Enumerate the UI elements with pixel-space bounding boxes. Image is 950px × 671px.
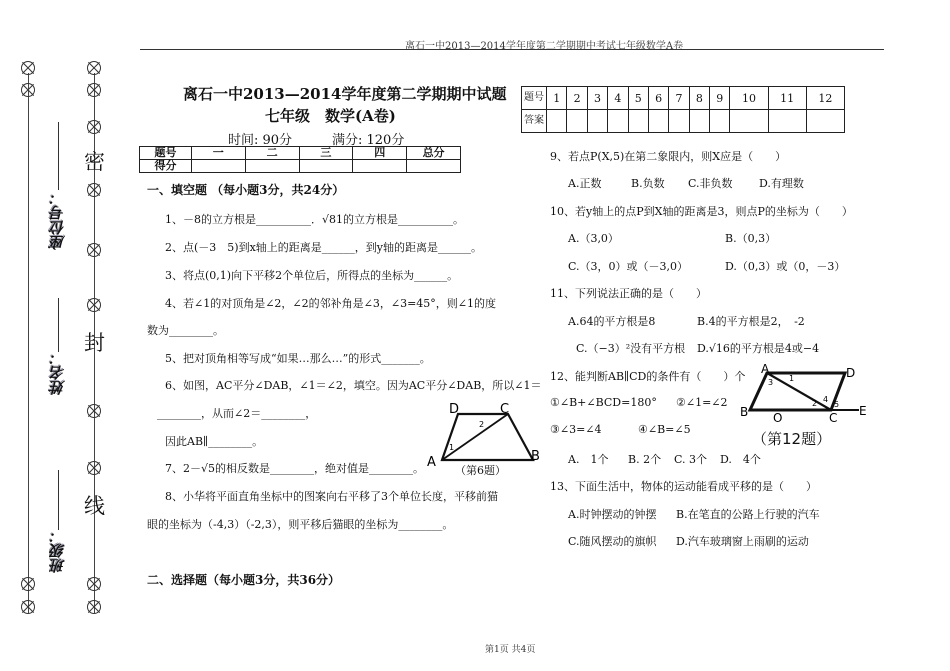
answer-cell[interactable] bbox=[689, 110, 709, 133]
score-table-cell: 一 bbox=[191, 147, 245, 160]
score-entry-cell[interactable] bbox=[353, 160, 407, 173]
question-1: 1、－8的立方根是__________．√81的立方根是__________。 bbox=[165, 213, 465, 226]
score-table-cell: 总分 bbox=[407, 147, 461, 160]
question-4-cont: 数为________。 bbox=[147, 324, 224, 337]
score-table-cell: 二 bbox=[245, 147, 299, 160]
fig12-label-d: D bbox=[846, 366, 856, 380]
answer-table-number: 6 bbox=[648, 87, 668, 110]
q10-option-a: A.（3,0） bbox=[568, 232, 619, 245]
cross-circle-icon bbox=[87, 61, 101, 75]
fig12-angle-3: 3 bbox=[768, 378, 774, 387]
answer-table-number: 11 bbox=[768, 87, 806, 110]
answer-table-number: 1 bbox=[547, 87, 567, 110]
q9-option-c: C.非负数 bbox=[688, 177, 733, 190]
q12-condition-1: ①∠B+∠BCD=180° bbox=[550, 396, 657, 409]
score-entry-cell[interactable] bbox=[407, 160, 461, 173]
score-table-score-row bbox=[140, 160, 461, 173]
question-4: 4、若∠1的对顶角是∠2，∠2的邻补角是∠3，∠3=45°，则∠1的度 bbox=[165, 297, 497, 310]
answer-table-number: 3 bbox=[587, 87, 607, 110]
score-table-cell: 题号 bbox=[140, 147, 192, 160]
cross-circle-icon bbox=[87, 404, 101, 418]
section-choice-title: 二、选择题（每小题3分，共36分） bbox=[147, 573, 341, 587]
q11-option-a: A.64的平方根是8 bbox=[568, 315, 656, 328]
question-8: 8、小华将平面直角坐标中的图案向右平移了3个单位长度，平移前猫 bbox=[165, 490, 498, 503]
fig12-label-e: E bbox=[859, 404, 867, 418]
seat-number-label: 座位号： bbox=[49, 190, 67, 250]
q13-option-b: B.在笔直的公路上行驶的汽车 bbox=[676, 508, 820, 521]
fig6-label-c: C bbox=[500, 402, 510, 417]
seal-char-feng: 封 bbox=[84, 331, 105, 355]
answer-table-number: 5 bbox=[628, 87, 648, 110]
seal-char-xian: 线 bbox=[84, 494, 105, 518]
question-7: 7、2－√5的相反数是________，绝对值是________。 bbox=[165, 462, 425, 475]
question-8-cont: 眼的坐标为（-4,3）（-2,3），则平移后猫眼的坐标为________。 bbox=[147, 518, 454, 531]
q12-condition-3: ③∠3=∠4 bbox=[550, 423, 602, 436]
q9-option-b: B.负数 bbox=[631, 177, 665, 190]
q9-option-a: A.正数 bbox=[568, 177, 602, 190]
q10-option-d: D.（0,3）或（0，－3） bbox=[725, 260, 846, 273]
answer-cell[interactable] bbox=[587, 110, 607, 133]
fig12-angle-5: 5 bbox=[834, 400, 840, 409]
cross-circle-icon bbox=[21, 577, 35, 591]
fig12-label-a: A bbox=[761, 362, 770, 376]
q11-option-c: C.（−3）²没有平方根 bbox=[576, 342, 686, 355]
q10-option-b: B.（0,3） bbox=[725, 232, 777, 245]
class-blank[interactable] bbox=[58, 470, 59, 530]
cross-circle-icon bbox=[21, 61, 35, 75]
figure-12-caption: （第12题） bbox=[752, 430, 832, 448]
answer-cell[interactable] bbox=[628, 110, 648, 133]
score-entry-cell[interactable] bbox=[299, 160, 353, 173]
q11-option-b: B.4的平方根是2， -2 bbox=[697, 315, 805, 328]
exam-subtitle: 七年级 数学(A卷) bbox=[265, 107, 396, 125]
running-header: 离石一中2013—2014学年度第二学期期中考试七年级数学A卷 bbox=[405, 41, 684, 52]
fig6-label-b: B bbox=[531, 449, 540, 464]
answer-cell[interactable] bbox=[768, 110, 806, 133]
seal-char-mi: 密 bbox=[84, 150, 105, 174]
question-3: 3、将点(0,1)向下平移2个单位后，所得点的坐标为______。 bbox=[165, 269, 459, 282]
page-footer: 第1页 共4页 bbox=[485, 645, 536, 655]
cross-circle-icon bbox=[87, 298, 101, 312]
fig6-angle-2: 2 bbox=[479, 420, 485, 429]
q12-condition-2: ②∠1=∠2 bbox=[676, 396, 728, 409]
cross-circle-icon bbox=[21, 83, 35, 97]
question-6: 6、如图，AC平分∠DAB，∠1＝∠2，填空。因为AC平分∠DAB，所以∠1＝ bbox=[165, 379, 542, 392]
score-entry-cell[interactable] bbox=[245, 160, 299, 173]
answer-cell[interactable] bbox=[806, 110, 844, 133]
q12-option-b: B. 2个 bbox=[628, 453, 662, 466]
question-9: 9、若点P(X,5)在第二象限内，则X应是（ ） bbox=[550, 150, 787, 163]
fig6-angle-1: 1 bbox=[449, 443, 455, 452]
exam-time: 时间: 90分 bbox=[228, 133, 293, 148]
question-13: 13、下面生活中，物体的运动能看成平移的是（ ） bbox=[550, 480, 817, 493]
q9-option-d: D.有理数 bbox=[759, 177, 804, 190]
answer-table-number-row bbox=[522, 87, 845, 110]
cross-circle-icon bbox=[87, 577, 101, 591]
question-11: 11、下列说法正确的是（ ） bbox=[550, 287, 707, 300]
score-entry-cell[interactable] bbox=[191, 160, 245, 173]
answer-table-number: 10 bbox=[730, 87, 768, 110]
answer-table-label-number: 题号 bbox=[522, 87, 547, 110]
q12-condition-4: ④∠B=∠5 bbox=[638, 423, 691, 436]
question-5: 5、把对顶角相等写成“如果…那么…”的形式_______。 bbox=[165, 352, 431, 365]
fig12-label-b: B bbox=[740, 405, 749, 419]
answer-cell[interactable] bbox=[669, 110, 689, 133]
fig12-label-o: O bbox=[773, 411, 783, 425]
q13-option-c: C.随风摆动的旗帜 bbox=[568, 535, 657, 548]
trapezoid-shape bbox=[442, 414, 533, 460]
class-label: 班级： bbox=[49, 528, 67, 573]
answer-table-label-answer: 答案 bbox=[522, 110, 547, 133]
answer-table-answer-row bbox=[522, 110, 845, 133]
answer-cell[interactable] bbox=[710, 110, 730, 133]
fig6-label-d: D bbox=[449, 402, 460, 417]
diagonal-ac bbox=[767, 373, 831, 410]
q11-option-d: D.√16的平方根是4或−4 bbox=[697, 342, 820, 355]
cross-circle-icon bbox=[21, 600, 35, 614]
answer-table-number: 12 bbox=[806, 87, 844, 110]
name-label: 姓名： bbox=[49, 350, 67, 395]
fig6-label-a: A bbox=[427, 455, 436, 470]
score-table-cell: 三 bbox=[299, 147, 353, 160]
cross-circle-icon bbox=[87, 120, 101, 134]
answer-cell[interactable] bbox=[547, 110, 567, 133]
section-fill-blank-title: 一、填空题 （每小题3分，共24分） bbox=[147, 183, 345, 197]
question-6-cont2: 因此AB∥________。 bbox=[165, 435, 264, 448]
fig12-angle-4: 4 bbox=[823, 395, 829, 404]
fig12-angle-2: 2 bbox=[812, 399, 818, 408]
answer-table-number: 4 bbox=[608, 87, 628, 110]
answer-table-number: 9 bbox=[710, 87, 730, 110]
answer-table-number: 2 bbox=[567, 87, 587, 110]
cross-circle-icon bbox=[87, 83, 101, 97]
seat-number-blank[interactable] bbox=[58, 122, 59, 190]
answer-cell[interactable] bbox=[567, 110, 587, 133]
question-12: 12、能判断AB∥CD的条件有（ ）个 bbox=[550, 370, 746, 383]
q12-option-c: C. 3个 bbox=[674, 453, 708, 466]
q13-option-a: A.时钟摆动的钟摆 bbox=[568, 508, 657, 521]
q13-option-d: D.汽车玻璃窗上雨刷的运动 bbox=[676, 535, 809, 548]
answer-table-number: 7 bbox=[669, 87, 689, 110]
question-10: 10、若y轴上的点P到X轴的距离是3，则点P的坐标为（ ） bbox=[550, 205, 853, 218]
answer-cell[interactable] bbox=[648, 110, 668, 133]
score-table-header-row bbox=[140, 147, 461, 160]
question-6-cont: ________，从而∠2＝________， bbox=[157, 407, 317, 420]
question-2: 2、点(－3 5)到x轴上的距离是______，到y轴的距离是______。 bbox=[165, 241, 482, 254]
name-blank[interactable] bbox=[58, 298, 59, 352]
score-table-cell: 四 bbox=[353, 147, 407, 160]
cross-circle-icon bbox=[87, 183, 101, 197]
q12-option-a: A. 1个 bbox=[568, 453, 609, 466]
header-rule bbox=[140, 49, 884, 50]
diagonal-ac bbox=[442, 414, 508, 460]
answer-table bbox=[521, 86, 845, 133]
answer-cell[interactable] bbox=[608, 110, 628, 133]
answer-table-number: 8 bbox=[689, 87, 709, 110]
exam-full-score: 满分: 120分 bbox=[332, 133, 405, 148]
score-table bbox=[139, 146, 461, 173]
cross-circle-icon bbox=[87, 461, 101, 475]
score-table-cell: 得分 bbox=[140, 160, 192, 173]
q10-option-c: C.（3，0）或（－3,0） bbox=[568, 260, 689, 273]
exam-title: 离石一中2013—2014学年度第二学期期中试题 bbox=[183, 85, 507, 103]
figure-6-caption: （第6题） bbox=[455, 464, 506, 477]
fig12-angle-1: 1 bbox=[789, 374, 795, 383]
cross-circle-icon bbox=[87, 600, 101, 614]
binding-line-left bbox=[28, 73, 29, 613]
answer-cell[interactable] bbox=[730, 110, 768, 133]
cross-circle-icon bbox=[87, 243, 101, 257]
q12-option-d: D. 4个 bbox=[720, 453, 761, 466]
fig12-label-c: C bbox=[829, 411, 838, 425]
